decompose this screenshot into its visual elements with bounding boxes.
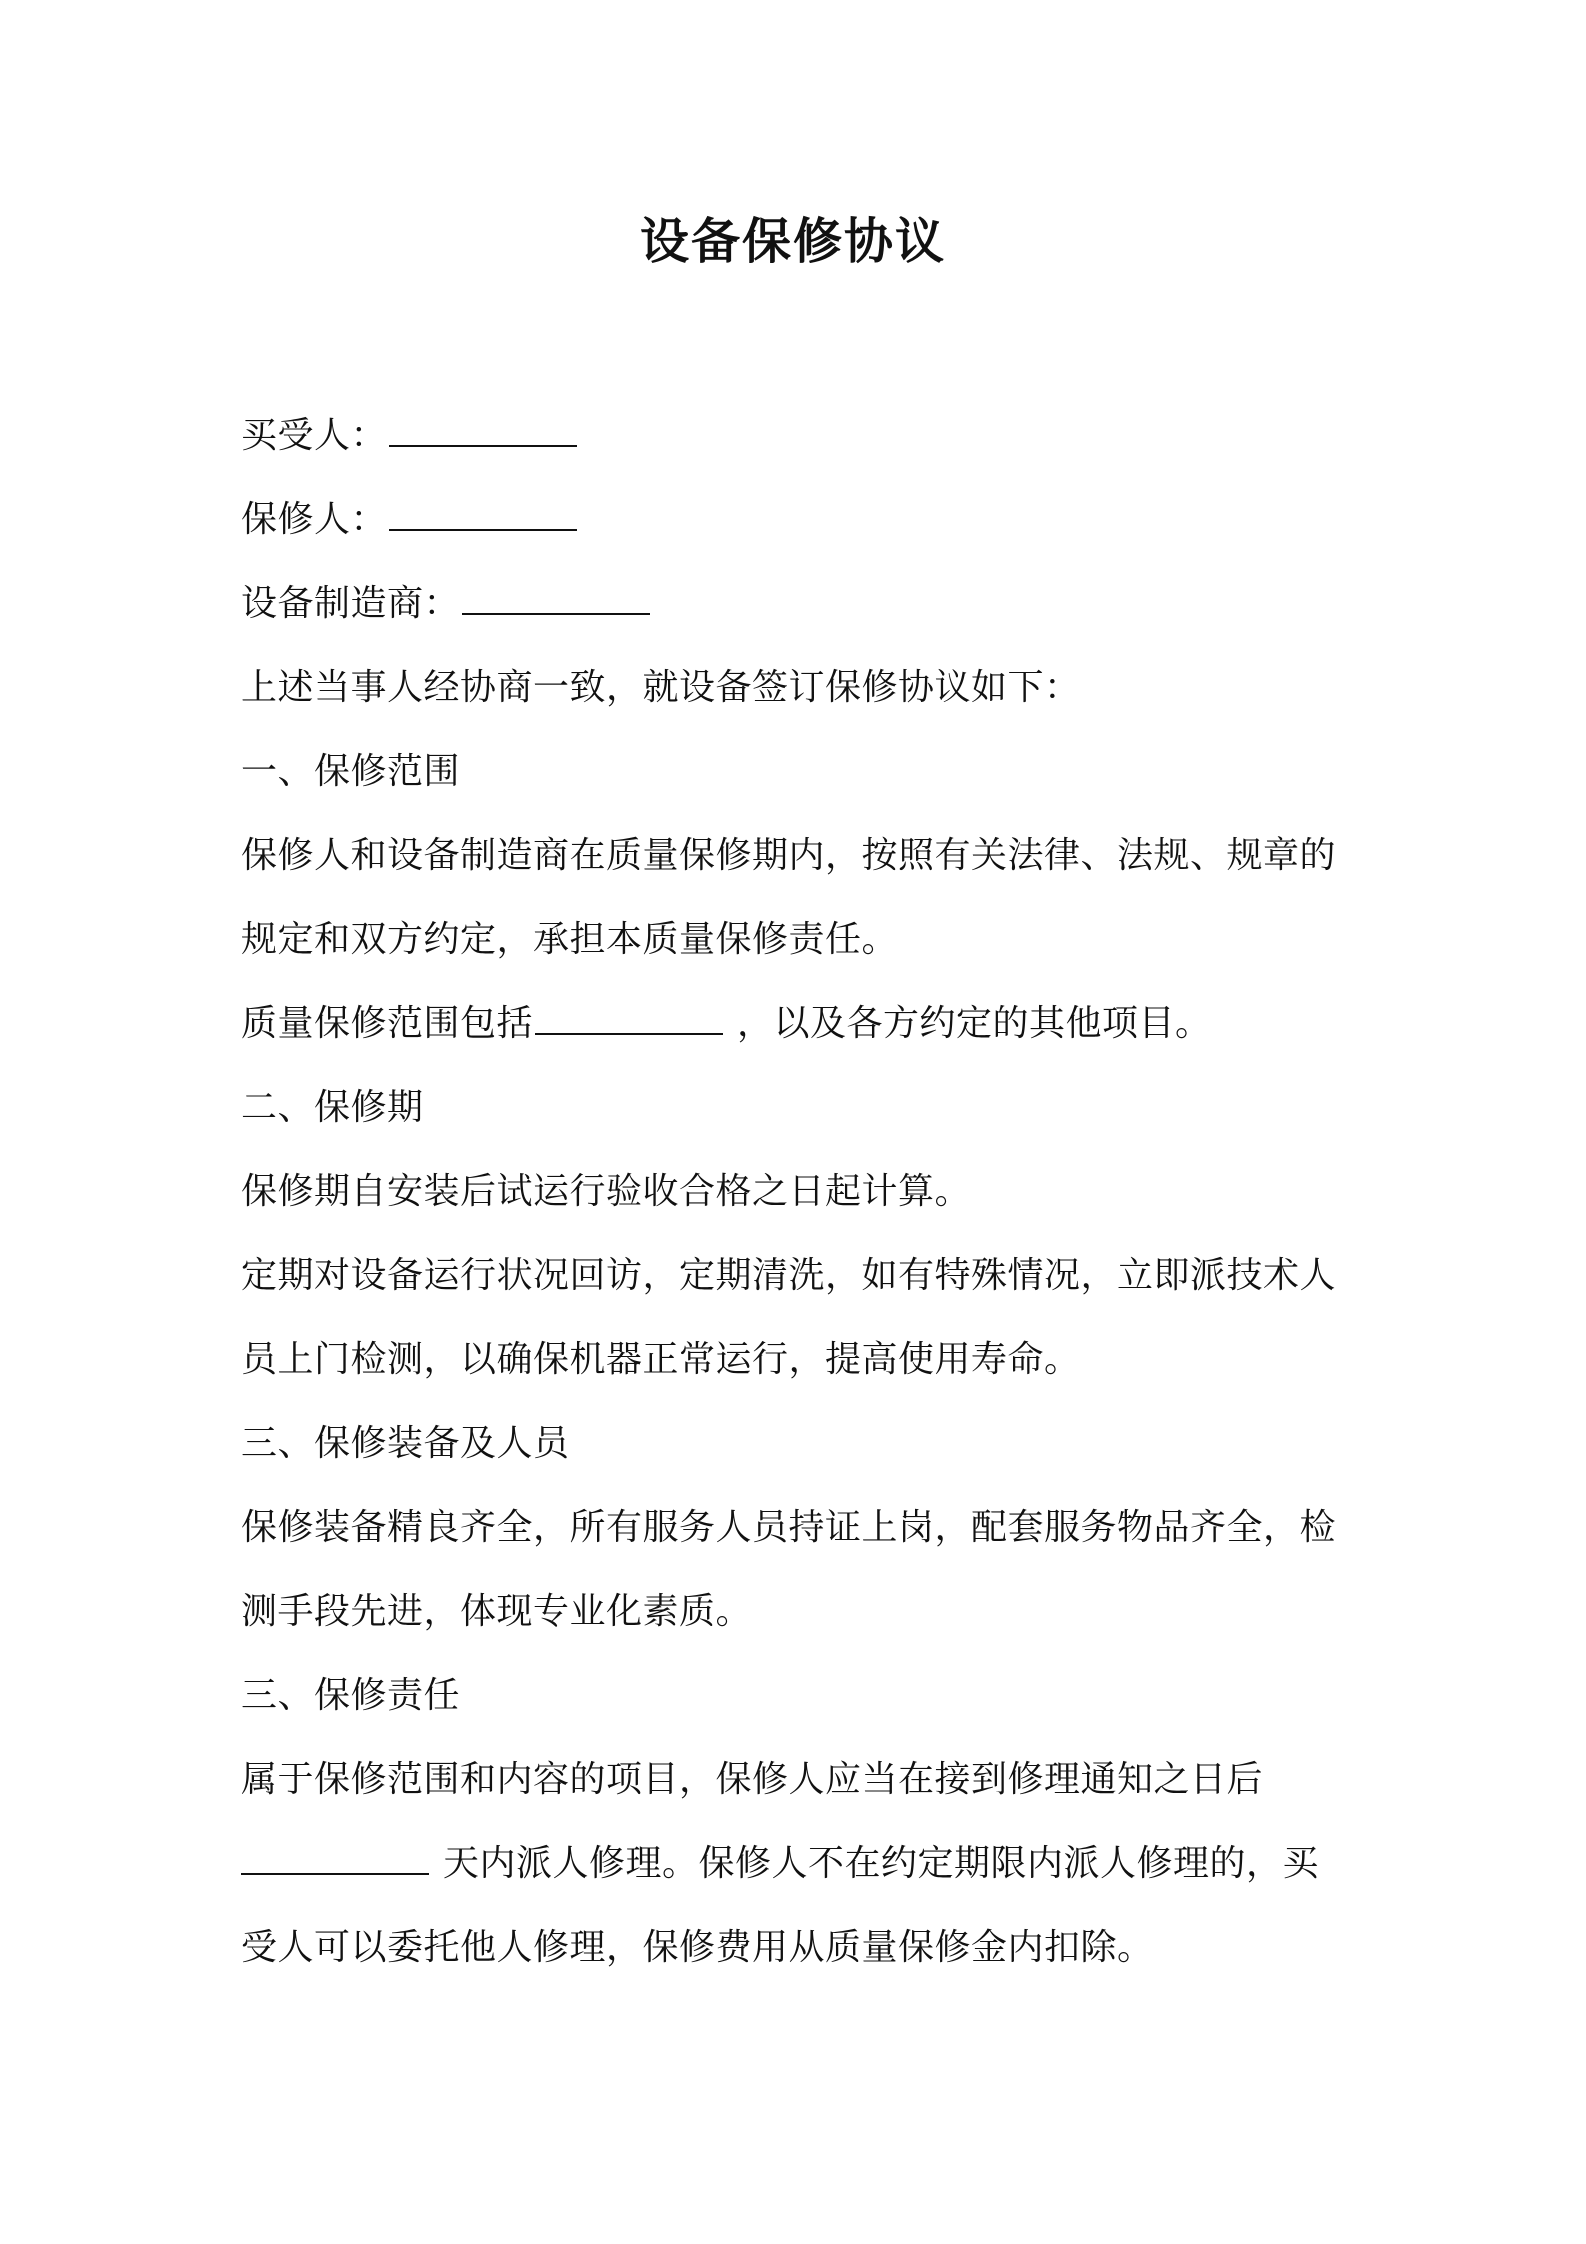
document-title: 设备保修协议 — [639, 213, 946, 270]
section-2-paragraph-1: 保修期自安装后试运行验收合格之日起计算。 — [241, 1171, 972, 1212]
section-1-heading: 一、保修范围 — [241, 751, 461, 792]
warrantor-label: 保修人： — [241, 499, 388, 540]
manufacturer-label: 设备制造商： — [241, 583, 461, 624]
manufacturer-blank — [462, 583, 650, 615]
section-3-paragraph-line-1: 保修装备精良齐全，所有服务人员持证上岗，配套服务物品齐全，检 — [241, 1507, 1337, 1548]
section-3-heading: 三、保修装备及人员 — [241, 1423, 570, 1464]
section-2-paragraph-2-line-1: 定期对设备运行状况回访，定期清洗，如有特殊情况，立即派技术人 — [241, 1255, 1337, 1296]
section-1-paragraph-1-line-2: 规定和双方约定，承担本质量保修责任。 — [241, 919, 899, 960]
scope-text-before: 质量保修范围包括 — [241, 1003, 534, 1044]
section-4-paragraph-line-3: 受人可以委托他人修理，保修费用从质量保修金内扣除。 — [241, 1927, 1154, 1968]
section-4-heading: 三、保修责任 — [241, 1675, 461, 1716]
scope-text-after: ，以及各方约定的其他项目。 — [725, 1003, 1212, 1044]
section-2-heading: 二、保修期 — [241, 1087, 424, 1128]
buyer-label: 买受人： — [241, 415, 388, 456]
section-4-paragraph-line-1: 属于保修范围和内容的项目，保修人应当在接到修理通知之日后 — [241, 1759, 1264, 1800]
buyer-field — [241, 410, 579, 462]
warrantor-blank — [389, 499, 577, 531]
intro-paragraph: 上述当事人经协商一致，就设备签订保修协议如下： — [241, 667, 1081, 708]
section-2-paragraph-2-line-2: 员上门检测，以确保机器正常运行，提高使用寿命。 — [241, 1339, 1081, 1380]
buyer-blank — [389, 415, 577, 447]
manufacturer-field — [241, 578, 652, 630]
section-1-paragraph-1-line-1: 保修人和设备制造商在质量保修期内，按照有关法律、法规、规章的 — [241, 835, 1337, 876]
section-3-paragraph-line-2: 测手段先进，体现专业化素质。 — [241, 1591, 753, 1632]
scope-blank — [535, 1003, 723, 1035]
section-4-paragraph-line-2 — [241, 1838, 1319, 1890]
warrantor-field — [241, 494, 579, 546]
section-1-paragraph-2 — [241, 998, 1211, 1050]
repair-days-blank — [241, 1843, 429, 1875]
repair-days-text: 天内派人修理。保修人不在约定期限内派人修理的，买 — [431, 1843, 1319, 1884]
